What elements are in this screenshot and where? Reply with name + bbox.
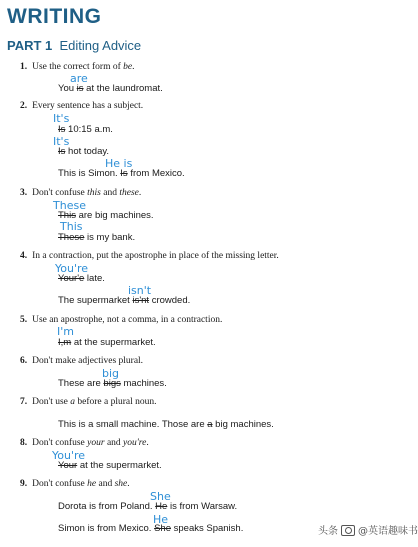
correction-1: are [70,72,88,85]
rule-1: 1. Use the correct form of be. [20,62,135,72]
example-9b: Simon is from Mexico. She speaks Spanish. [58,523,244,534]
rule-8: 8. Don't confuse your and you're. [20,438,149,448]
camera-icon [341,525,355,536]
correction-9a: She [150,490,171,503]
example-6: These are bigs machines. [58,378,167,389]
correction-2c: He is [105,157,133,170]
correction-4b: isn't [128,284,152,297]
rule-4: 4. In a contraction, put the apostrophe in place of the missing letter. [20,251,279,261]
rule-9: 9. Don't confuse he and she. [20,479,130,489]
rule-6: 6. Don't make adjectives plural. [20,356,144,366]
example-8: Your at the supermarket. [58,460,162,471]
correction-8: You're [52,449,86,462]
example-1: You is at the laundromat. [58,83,163,94]
rule-2: 2. Every sentence has a subject. [20,101,144,111]
page-title: WRITING [7,5,102,28]
correction-4a: You're [55,262,89,275]
correction-2a: It's [53,112,70,125]
part-label: PART 1 [7,38,53,53]
rule-7: 7. Don't use a before a plural noun. [20,397,157,407]
correction-9b: He [153,513,169,526]
correction-3a: These [53,199,86,212]
correction-6: big [102,367,120,380]
example-7: This is a small machine. Those are a big machines. [58,419,274,430]
rule-3: 3. Don't confuse this and these. [20,188,142,198]
example-5: I,m at the supermarket. [58,337,156,348]
example-3b: These is my bank. [58,232,136,243]
example-4a: Your'e late. [58,273,105,284]
example-9a: Dorota is from Poland. He is from Warsaw. [58,501,238,512]
correction-2b: It's [53,135,70,148]
example-2b: Is hot today. [58,146,110,157]
correction-3b: This [60,220,83,233]
example-2a: Is 10:15 a.m. [58,124,113,135]
example-2c: This is Simon. Is from Mexico. [58,168,185,179]
rule-5: 5. Use an apostrophe, not a comma, in a contraction. [20,315,223,325]
part-heading [7,38,141,53]
example-3a: This are big machines. [58,210,154,221]
correction-5: I'm [57,325,74,338]
example-4b: The supermarket is'nt crowded. [58,295,191,306]
watermark: 头条 @英语趣味书 [318,526,418,537]
part-subtitle: Editing Advice [59,38,142,53]
